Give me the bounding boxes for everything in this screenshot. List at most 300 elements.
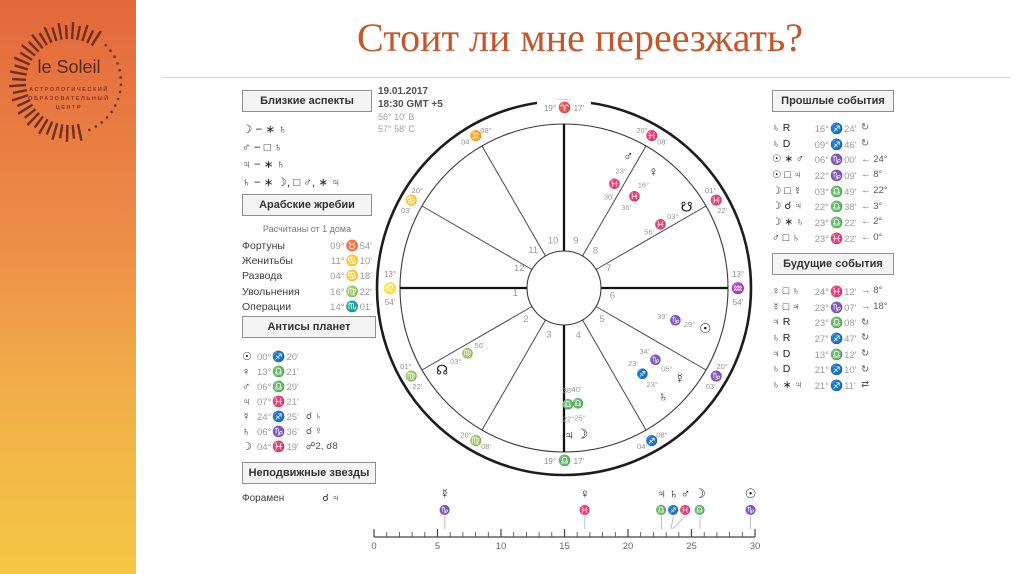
ruler-pointer-line (671, 516, 674, 529)
cusp-degree: 08° (480, 125, 492, 135)
cusp-sign: ♓ (645, 131, 659, 143)
degree: 24° (814, 286, 829, 298)
cusp-degree: 20° (716, 362, 728, 372)
sun-ray (66, 25, 67, 39)
event-offset: ↻ (861, 122, 870, 134)
zodiac-sign: ♎ (829, 185, 844, 198)
degree: 16° (814, 123, 829, 135)
event-row (772, 214, 894, 230)
axis-sign: ♒ (731, 283, 745, 295)
sun-dot (120, 83, 123, 86)
ruler-planet-glyph: ☿ (439, 486, 450, 501)
horary-chart-wheel (354, 78, 774, 498)
ruler-planet-glyph: ♄ (668, 486, 679, 501)
event-offset: ↻ (861, 138, 870, 150)
sun-ray (78, 124, 82, 141)
sun-ray (29, 42, 39, 52)
planet-glyph: ♃ (242, 395, 251, 408)
planet-degree: 05° (661, 364, 673, 374)
zodiac-sign: ♐ (829, 364, 844, 377)
sun-ray (25, 109, 36, 118)
zodiac-sign: ♐ (272, 351, 286, 363)
aspect-row: ♃ − ∗ ♄ (242, 159, 286, 171)
planet-degree: 25° (574, 413, 586, 423)
panel-past-events (772, 90, 894, 246)
event-position (815, 376, 861, 394)
minutes: 36' (286, 427, 299, 438)
antiscia-value (257, 365, 299, 378)
event-aspect: ☉ ∗ ♂ (772, 153, 804, 166)
minutes: 21' (286, 367, 299, 378)
ruler-planet-sign: ♐ (667, 505, 680, 515)
event-row (772, 314, 894, 330)
cusp-degree: 20° (411, 186, 424, 196)
event-offset: ↻ (861, 332, 870, 344)
axis-minutes: 54' (384, 298, 396, 307)
chart-latitude: 56° 10' В (378, 112, 415, 122)
planet-sign: ♎ (562, 399, 574, 411)
cusp-minutes: 03' (705, 381, 716, 391)
minutes: 07' (844, 302, 857, 314)
planet-glyph: ♂ (242, 380, 251, 393)
sun-dot (120, 76, 123, 79)
zodiac-sign: ♉ (345, 240, 359, 252)
minutes: 10' (359, 256, 372, 268)
past-events-list (772, 120, 894, 246)
planet-minutes: 40' (571, 385, 582, 395)
planet-degree: 03° (450, 356, 462, 366)
sun-ray (72, 22, 73, 39)
cusp-sign: ♓ (710, 195, 723, 207)
future-events-list (772, 283, 894, 393)
house-number: 5 (599, 313, 605, 325)
sun-ray (45, 27, 52, 43)
minutes: 20' (286, 352, 299, 363)
ruler-planet-glyph: ♃ (656, 486, 667, 501)
zodiac-sign: ♓ (272, 441, 286, 453)
house-number: 4 (575, 329, 581, 341)
minutes: 11' (844, 380, 856, 392)
event-aspect: ♄ D (772, 137, 791, 150)
degree: 06° (257, 427, 272, 438)
planet-sign: ♑ (669, 315, 682, 327)
cusp-minutes: 22' (412, 381, 423, 391)
degree: 06° (814, 155, 829, 167)
sun-dot (118, 69, 121, 72)
event-offset: ← 3° (861, 200, 883, 212)
event-aspect: ♃ R (772, 316, 791, 329)
degree: 14° (330, 301, 345, 313)
event-offset: → 8° (861, 285, 883, 297)
planet-glyph: ☽ (242, 441, 252, 453)
house-cusp-line (422, 307, 532, 371)
ruler-planet-sign: ♑ (439, 505, 451, 515)
degree: 07° (257, 397, 272, 408)
minutes: 18' (359, 271, 372, 283)
planet-minutes: 39' (657, 312, 667, 322)
ruler-planet-sign: ♎ (655, 505, 668, 515)
arabic-lots-subtitle: Расчитаны от 1 дома (262, 224, 352, 234)
planet-degree: 23° (615, 166, 627, 176)
minutes: 19' (286, 442, 299, 453)
event-aspect: ♀ □ ♄ (772, 284, 800, 297)
ruler-planet-sign: ♑ (744, 505, 757, 515)
zodiac-sign: ♐ (829, 138, 844, 151)
minutes: 46' (844, 139, 857, 151)
zodiac-sign: ♐ (829, 332, 844, 345)
degree: 13° (257, 367, 272, 378)
logo-name: le Soleil (37, 57, 101, 77)
minutes: 09' (844, 170, 857, 182)
degree: 00° (257, 352, 272, 363)
sun-dot (100, 121, 103, 124)
house-number: 1 (512, 288, 518, 300)
event-offset: → 18° (861, 301, 888, 313)
planet-degree: 16° (637, 180, 650, 190)
degree: 09° (330, 241, 345, 252)
cusp-minutes: 08' (657, 137, 667, 147)
sun-ray (60, 124, 62, 138)
event-aspect: ♄ R (772, 331, 791, 344)
minutes: 24' (844, 123, 857, 135)
sun-dot (104, 44, 107, 47)
lot-row (242, 300, 372, 315)
planet-glyph: ☽ (575, 426, 588, 442)
logo-subtitle-3: ЦЕНТР (55, 105, 83, 111)
degree: 11° (330, 256, 345, 268)
lot-label: Увольнения (242, 285, 300, 298)
sun-ray (35, 116, 43, 127)
sun-dot (109, 49, 112, 52)
sun-ray (67, 125, 68, 142)
zodiac-sign: ♓ (829, 285, 844, 298)
planet-glyph: ☊ (436, 362, 449, 378)
event-row (772, 230, 894, 246)
panel-close-aspects-title: Близкие аспекты (242, 90, 372, 112)
event-offset: ↻ (861, 316, 870, 328)
ruler-planet-sign: ♎ (694, 505, 706, 515)
zodiac-sign: ♋ (345, 270, 359, 283)
degree: 16° (330, 286, 345, 298)
antiscia-aspect: ☍2, ☌8 (305, 441, 338, 452)
cusp-sign: ♍ (405, 371, 418, 383)
ruler-planet-sign: ♓ (679, 505, 692, 515)
house-number: 6 (609, 290, 616, 302)
lot-row (242, 269, 372, 284)
event-row (772, 283, 894, 299)
sidebar (0, 0, 136, 574)
sun-ray (9, 85, 26, 86)
zodiac-sign: ♋ (345, 255, 359, 268)
ruler-tick-label: 20 (622, 541, 634, 552)
sun-ray (92, 31, 101, 45)
event-offset: ← 22° (861, 185, 888, 197)
cusp-minutes: 04' (461, 137, 471, 147)
panel-future-events-title: Будущие события (772, 253, 894, 275)
close-aspects-list (242, 122, 372, 192)
slide-title: Стоит ли мне переезжать? (357, 15, 803, 60)
axis-degree: 13° (383, 270, 397, 279)
event-aspect: ♃ D (772, 347, 791, 360)
event-row (772, 183, 894, 199)
logo-subtitle-2: ОБРАЗОВАТЕЛЬНЫЙ (28, 96, 110, 102)
antiscia-value (257, 395, 299, 408)
degree: 21° (814, 365, 829, 377)
minutes: 12' (844, 349, 857, 361)
minutes: 47' (844, 333, 857, 345)
minutes: 54' (359, 241, 372, 252)
panel-antiscia-title: Антисы планет (242, 316, 376, 338)
event-aspect: ☿ □ ♃ (772, 300, 800, 313)
planet-sign: ♓ (654, 219, 667, 231)
cusp-minutes: 08' (481, 442, 491, 452)
axis-minutes: 54' (732, 298, 744, 307)
degree: 23° (814, 217, 829, 229)
ruler-tick-label: 15 (559, 541, 570, 552)
arabic-lots-list (242, 239, 372, 315)
sun-ray (10, 72, 27, 75)
event-aspect: ☉ □ ♃ (772, 168, 802, 181)
event-offset: ↻ (861, 348, 870, 360)
event-row (772, 346, 894, 362)
sun-ray (87, 30, 93, 43)
zodiac-sign: ♍ (345, 285, 359, 298)
degree: 24° (257, 412, 272, 423)
event-row (772, 361, 894, 377)
house-number: 9 (573, 235, 579, 247)
antiscia-aspect: ☌ ☿ (305, 426, 322, 437)
degree: 27° (814, 333, 829, 345)
sun-dot (110, 111, 113, 114)
planet-glyph: ☿ (242, 410, 251, 423)
event-offset: ← 0° (861, 232, 883, 244)
sun-ray (12, 79, 26, 80)
panel-close-aspects (242, 90, 372, 192)
planet-sign: ♐ (636, 369, 649, 381)
zodiac-sign: ♓ (829, 232, 844, 245)
ruler-pointer-line (672, 516, 685, 529)
sun-ray (12, 95, 28, 100)
planet-minutes: 36' (621, 203, 631, 213)
cusp-minutes: 22' (717, 205, 728, 215)
zodiac-sign: ♎ (829, 216, 844, 229)
zodiac-sign: ♎ (829, 348, 844, 361)
le-soleil-logo (0, 0, 136, 165)
cusp-degree: 20° (460, 430, 472, 440)
sun-rays-icon (9, 22, 122, 142)
planet-degree: 23° (646, 380, 658, 390)
ruler-tick-label: 5 (434, 541, 441, 552)
minutes: 21' (286, 397, 299, 408)
antiscia-value (257, 440, 299, 453)
degree: 22° (814, 202, 829, 214)
house-cusp-line (482, 146, 546, 256)
degree-ruler (363, 482, 765, 554)
event-offset: ← 2° (861, 216, 883, 228)
panel-arabic-lots-title: Арабские жребии (242, 194, 372, 216)
cusp-degree: 01° (400, 362, 412, 372)
zodiac-sign: ♎ (272, 366, 286, 378)
degree: 09° (814, 139, 829, 151)
sun-dot (113, 55, 116, 58)
ruler-tick-label: 30 (749, 541, 761, 552)
minutes: 25' (286, 412, 299, 423)
planet-sign: ♓ (608, 179, 621, 191)
planet-minutes: 56' (644, 227, 654, 237)
sun-dot (116, 62, 119, 65)
aspect-row: ♂ − □ ♄ (242, 141, 283, 154)
cusp-sign: ♍ (469, 435, 483, 447)
event-offset: ⇄ (861, 379, 870, 391)
house-number: 7 (606, 263, 612, 275)
event-position (815, 229, 861, 247)
lot-row (242, 254, 372, 269)
minutes: 08' (844, 318, 857, 330)
event-row (772, 330, 894, 346)
event-offset: ← 24° (861, 153, 888, 165)
aspect-row: ♄ − ∗ ☽, □ ♂, ∗ ♃ (242, 176, 340, 189)
antiscia-value (257, 425, 299, 438)
event-row (772, 136, 894, 152)
degree: 06° (257, 382, 272, 393)
degree: 21° (814, 380, 829, 392)
panel-arabic-lots (242, 194, 372, 315)
house-cusp-line (596, 206, 706, 270)
minutes: 22' (359, 286, 372, 298)
lot-label: Операции (242, 300, 292, 313)
planet-glyph: ♀ (648, 163, 659, 179)
planet-degree: 03° (667, 211, 679, 221)
planet-minutes: 30' (603, 192, 614, 202)
degree: 23° (814, 302, 829, 314)
ruler-tick-label: 10 (495, 541, 507, 552)
minutes: 38' (844, 202, 857, 214)
sun-ray (82, 25, 87, 41)
planet-sign: ♓ (628, 191, 641, 203)
zodiac-sign: ♎ (829, 317, 844, 330)
cusp-sign: ♋ (405, 195, 418, 207)
planet-glyph: ☋ (680, 199, 693, 215)
chart-date: 19.01.2017 (378, 86, 429, 97)
sun-ray (52, 27, 56, 40)
event-offset: ← 8° (861, 169, 883, 181)
planet-minutes: 23' (628, 359, 638, 369)
star-aspect: ☌ ♃ (322, 493, 340, 504)
event-row (772, 377, 894, 393)
sun-ray (77, 26, 80, 40)
ruler-planet-glyph: ♀ (579, 486, 590, 501)
lot-label: Женитьбы (242, 255, 293, 268)
sun-dot (119, 91, 122, 94)
minutes: 22' (844, 217, 857, 229)
planet-sign: ♍ (461, 348, 474, 360)
chart-longitude: 57° 58' С (378, 124, 415, 134)
planet-minutes: 34' (639, 346, 650, 356)
minutes: 12' (844, 286, 857, 298)
chart-time: 18:30 GMT +5 (378, 98, 443, 110)
sun-dot (88, 129, 91, 132)
event-aspect: ☽ ☌ ♃ (772, 200, 803, 213)
ruler-planet-glyph: ☉ (744, 486, 757, 501)
event-aspect: ☽ □ ☿ (772, 184, 802, 197)
sun-ray (13, 90, 27, 93)
degree: 03° (814, 186, 829, 198)
sun-ray (14, 65, 27, 69)
ruler-tick-label: 25 (686, 541, 697, 552)
cusp-sign: ♑ (710, 371, 723, 383)
cusp-minutes: 04' (637, 442, 647, 452)
house-number: 8 (592, 245, 599, 257)
house-number: 10 (547, 235, 559, 247)
sun-ray (52, 123, 57, 139)
ruler-planet-glyph: ♂ (680, 486, 691, 501)
zodiac-sign: ♏ (345, 300, 359, 313)
antiscia-value (257, 410, 299, 423)
cusp-degree: 01° (704, 186, 717, 196)
planet-sign: ♎ (572, 398, 585, 410)
planet-glyph: ♂ (623, 148, 634, 164)
star-name: Форамен (242, 493, 285, 504)
minutes: 00' (844, 155, 857, 167)
zodiac-sign: ♑ (829, 301, 844, 314)
event-offset: ↻ (861, 363, 870, 375)
sun-ray (14, 58, 30, 65)
planet-sign: ♑ (649, 354, 662, 366)
planet-glyph: ☿ (674, 371, 685, 387)
planet-glyph: ♀ (242, 365, 251, 378)
minutes: 01' (359, 301, 372, 313)
zodiac-sign: ♑ (829, 169, 844, 182)
event-aspect: ☽ ∗ ♄ (772, 215, 804, 228)
sun-ray (73, 125, 74, 139)
planet-minutes: 38' (562, 385, 573, 395)
zodiac-sign: ♑ (829, 154, 844, 167)
panel-past-events-title: Прошлые события (772, 90, 894, 112)
event-row (772, 198, 894, 214)
panel-future-events (772, 253, 894, 393)
ruler-planet-sign: ♓ (579, 505, 591, 515)
minutes: 10' (844, 365, 857, 377)
cusp-degree: 20° (636, 125, 648, 135)
event-aspect: ♄ R (772, 121, 791, 134)
event-aspect: ♂ □ ♄ (772, 231, 800, 244)
zodiac-sign: ♓ (272, 396, 286, 408)
ruler-tick-label: 0 (371, 541, 377, 552)
event-row (772, 167, 894, 183)
zodiac-sign: ♐ (272, 411, 286, 423)
center-circle (527, 251, 601, 325)
planet-degree: 22° (562, 414, 575, 424)
sun-ray (40, 33, 47, 45)
axis-label: 19° ♎ 17' (543, 455, 585, 467)
degree: 13° (814, 349, 829, 361)
minutes: 49' (844, 186, 857, 198)
sun-ray (59, 23, 62, 40)
zodiac-sign: ♑ (272, 426, 286, 438)
event-row (772, 151, 894, 167)
degree: 22° (814, 170, 829, 182)
cusp-sign: ♐ (645, 435, 659, 447)
planet-glyph: ☉ (699, 321, 712, 337)
minutes: 22' (844, 233, 857, 245)
planet-degree: 29° (683, 319, 696, 329)
planet-minutes: 56' (474, 341, 485, 351)
house-number: 12 (513, 263, 525, 275)
degree: 23° (814, 233, 829, 245)
house-number: 11 (528, 244, 539, 256)
cusp-degree: 08° (656, 430, 668, 440)
antiscia-value (257, 350, 299, 363)
